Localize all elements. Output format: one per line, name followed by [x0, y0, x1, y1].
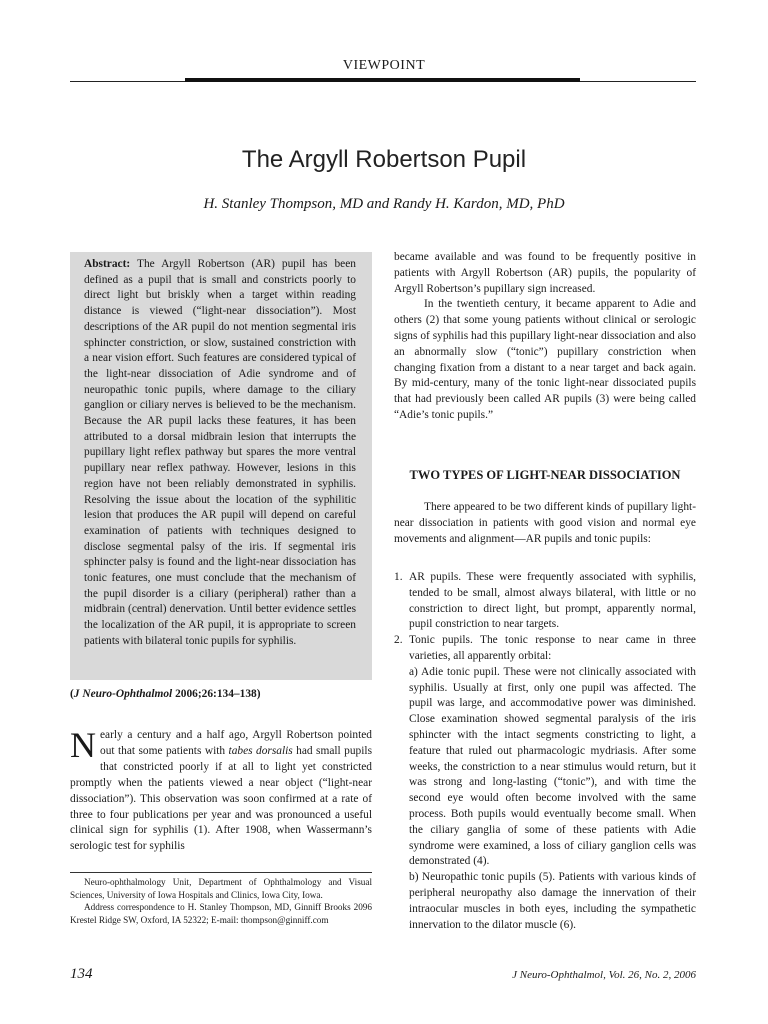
paragraph: In the twentieth century, it became apparent to Adie and others (2) that some young patients without clinical or serologic signs of syphilis had this pupillary light-near dissociation and also an abnormally slow (“tonic”) pupillary constriction when changing fixation from a distant to a near target and back again. By mid-century, many of the tonic light-near dissociated pupils that had previously been called AR pupils (3) were being called “Adie’s tonic pupils.”: [394, 298, 696, 421]
body-left-column: [70, 725, 373, 855]
footnote: [70, 876, 372, 926]
running-footer: J Neuro-Ophthalmol, Vol. 26, No. 2, 2006: [512, 969, 696, 981]
paragraph: became available and was found to be frequently positive in patients with Argyll Robertson (AR) pupils, the popularity of Argyll Robertson’s pupillary sign increased.: [394, 251, 696, 295]
sub-item-a: a) Adie tonic pupil. These were not clinically associated with syphilis. Usually at first, only one pupil was affected. The pupil was large, and accommodative power was diminished. Close examination showed segmental paralysis of the iris sphincter with the intact segments constricting to light, a feature that ruled out pharmacologic mydriasis. After some weeks, the constriction to a near stimulus would return, but it was strong and long-lasting (“tonic”), and with time the second eye would often become involved with the same process. Both pupils would eventually become small. When the ciliary ganglia of some of these patients with Adie syndrome were examined, a loss of ciliary ganglion cells was demonstrated (4).: [409, 665, 696, 868]
author-line: H. Stanley Thompson, MD and Randy H. Kardon, MD, PhD: [203, 196, 565, 212]
section-intro: There appeared to be two different kinds of pupillary light-near dissociation in patients with good vision and normal eye movements and alignment—AR pupils and tonic pupils:: [394, 501, 696, 545]
body-right-column: [394, 250, 696, 424]
section-heading: TWO TYPES OF LIGHT-NEAR DISSOCIATION: [409, 468, 681, 482]
abstract: [84, 257, 356, 650]
list-item: [394, 633, 696, 933]
section-label: VIEWPOINT: [342, 58, 426, 73]
abstract-body: The Argyll Robertson (AR) pupil has been defined as a pupil that is small and constricts poorly to direct light but briskly when a target within reading distance is viewed (“light-near dissociation”). Most descriptions of the AR pupil do not mention segmental iris sphincter constriction, or slow, sustained constriction with a near vision effort. Such features are considered typical of the light-near dissociation of Adie syndrome and of neuropathic tonic pupils, where damage to the ciliary ganglion or ciliary nerves is believed to be the mechanism. Because the AR pupil lacks these features, it has been attributed to a dorsal midbrain lesion that interrupts the pupillary light reflex pathway but spares the more ventral pupillary near reflex pathway. However, lesions in this region have not been reliably demonstrated in syphilis. Resolving the issue about the location of the syphilitic lesion that produces the AR pupil will depend on careful examination of patients with techniques designed to disclose segmental palsy of the iris. If segmental iris sphincter palsy is found and the light-near dissociation has tonic features, one must conclude that the mechanism of the pupil disorder is a ciliary (peripheral) rather than a midbrain (central) denervation. Until better evidence settles the localization of the AR pupil, it is appropriate to screen patients with bilateral tonic pupils for syphilis.: [84, 258, 356, 647]
list-item: [394, 570, 696, 633]
footnote-rule: [70, 872, 372, 873]
footnote-affiliation: Neuro-ophthalmology Unit, Department of Ophthalmology and Visual Sciences, University of Iowa Hospitals and Clinics, Iowa City, Iowa.: [70, 877, 372, 900]
list-number: 1.: [394, 571, 403, 583]
article-title: The Argyll Robertson Pupil: [241, 146, 527, 173]
list-text: Tonic pupils. The tonic response to near came in three varieties, all apparently orbital:: [409, 634, 696, 662]
citation-journal: J Neuro-Ophthalmol: [73, 688, 173, 700]
drop-cap: N: [70, 725, 96, 765]
footnote-correspondence: Address correspondence to H. Stanley Thompson, MD, Ginniff Brooks 2096 Krestel Ridge SW, Oxford, IA 52322; E-mail: thompson@ginniff.com: [70, 902, 372, 925]
list-text: AR pupils. These were frequently associated with syphilis, tended to be small, almost always bilateral, with little or no constriction to direct light, but prompt, apparently normal, pupil constriction to near targets.: [409, 571, 696, 631]
numbered-list: [394, 570, 696, 933]
page-number: 134: [70, 966, 93, 982]
body-italic-term: tabes dorsalis: [228, 744, 293, 757]
sub-item-b: b) Neuropathic tonic pupils (5). Patients with various kinds of peripheral neuropathy also damage the innervation of their intraocular muscles in both eyes, including the sympathetic innervation to the dilator muscle (6).: [409, 871, 696, 931]
body-text: had small pupils that constricted poorly if at all to light yet constricted promptly when the patients viewed a near object (“light-near dissociation”). This observation was soon confirmed at a rate of three to four publications per year and was pronounced a useful clinical sign for syphilis (1). After 1908, when Wassermann’s serologic test for syphilis: [70, 744, 373, 853]
citation: [70, 688, 370, 700]
body-text: early a century and a half ago, Argyll Robertson pointed out that some patients with: [100, 729, 372, 757]
list-number: 2.: [394, 634, 403, 647]
citation-open: (: [70, 688, 74, 700]
header-thick-rule: [185, 78, 580, 82]
citation-details: 2006;26:134–138): [175, 688, 261, 700]
abstract-label: Abstract:: [84, 258, 131, 270]
